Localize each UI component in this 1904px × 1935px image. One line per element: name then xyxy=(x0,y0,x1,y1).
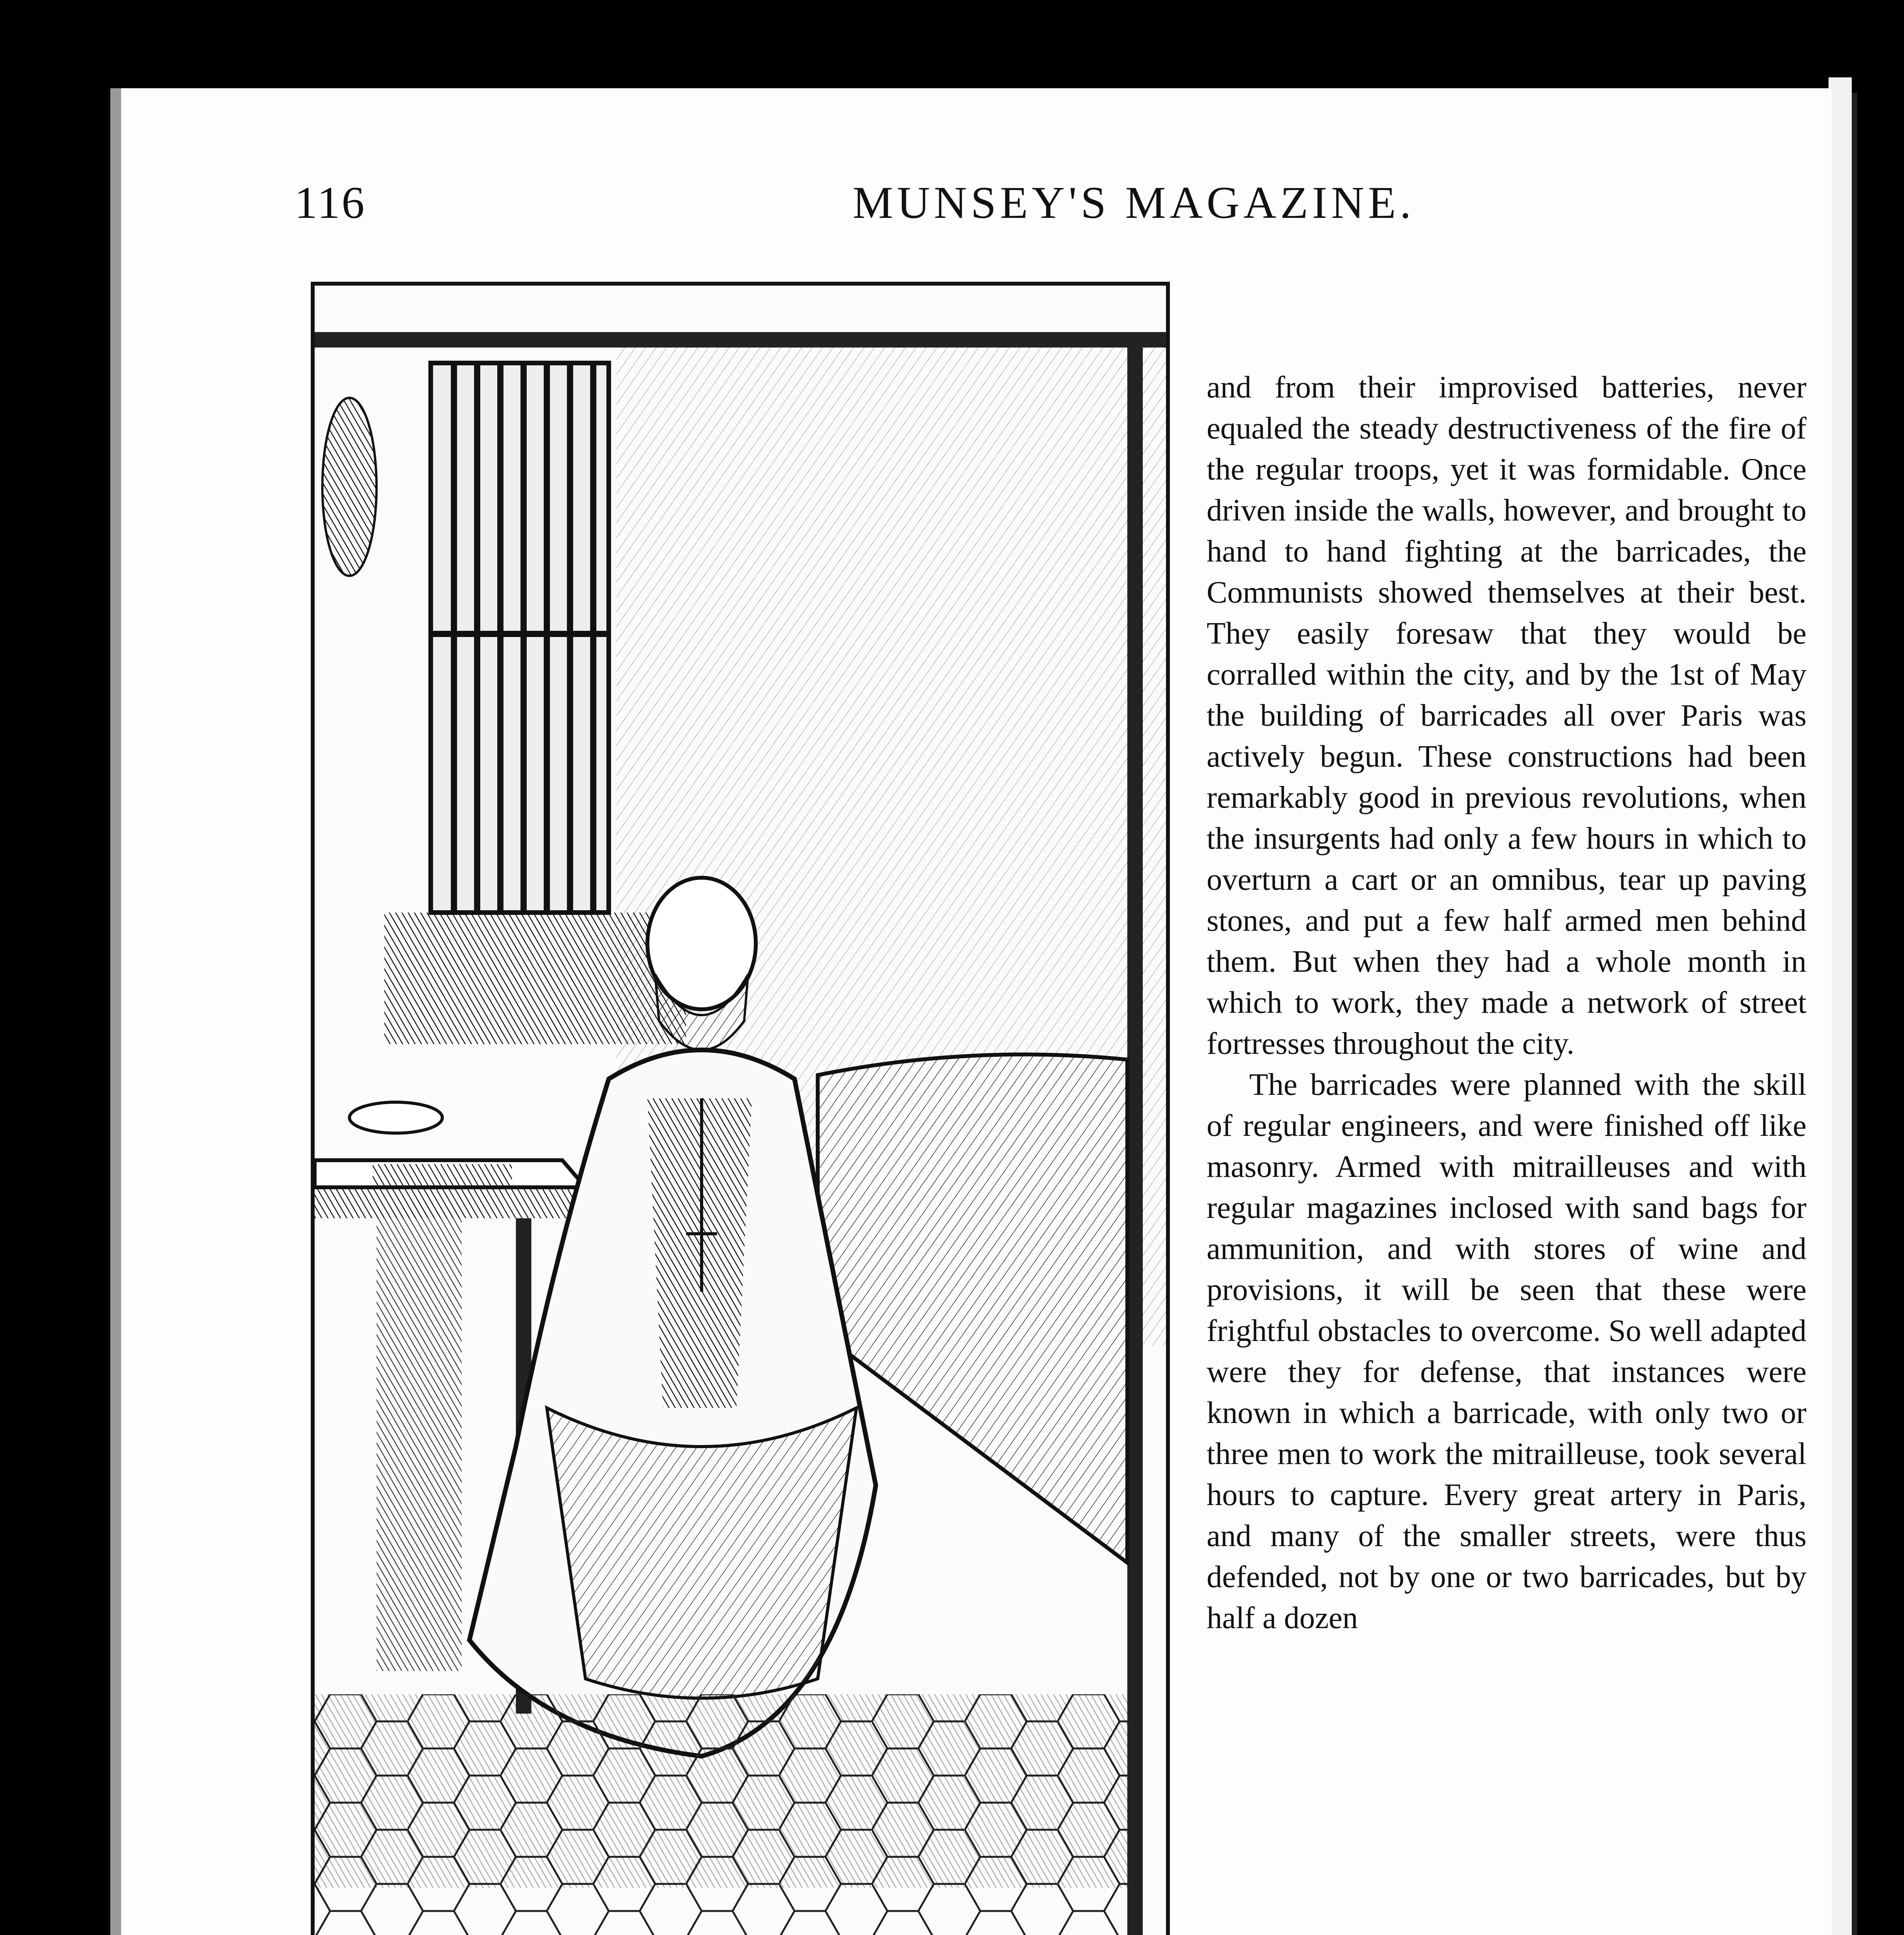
page-edge xyxy=(1829,77,1852,1935)
archbishop-illustration xyxy=(311,282,1170,1935)
prison-cell-engraving xyxy=(315,286,1166,1935)
right-paragraph-2: The barricades were planned with the skill of regular engineers, and were finished off like masonry. Armed with mitrailleuses and with regular magazines inclosed with sand bags for ammunition, and with stores of wine and provisions, it will be seen that these were frightful obstacles to overcome. So well adapted were they for defense, that instances were known in which a barricade, with only two or three men to work the mitrailleuse, took several hours to capture. Every great artery in Paris, and many of the smaller streets, were thus defended, not by one or two barricades, but by half a dozen xyxy=(1207,1068,1806,1635)
page-number: 116 xyxy=(295,177,366,228)
magazine-page xyxy=(110,88,1832,1935)
right-column-text xyxy=(1207,367,1806,1639)
right-paragraph-1: and from their improvised batteries, never equaled the steady destructiveness of the fire of the regular troops, yet it was formidable. Once driven inside the walls, however, and brought to hand to hand fighting at the barricades, the Communists showed themselves at their best. They easily foresaw that they would be corralled within the city, and by the 1st of May the building of barricades all over Paris was actively begun. These constructions had been remarkably good in previous revolutions, when the insurgents had only a few hours in which to overturn a cart or an omnibus, tear up paving stones, and put a few half armed men behind them. But when they had a whole month in which to work, they made a network of street fortresses throughout the city. xyxy=(1207,370,1806,1061)
page-edge-shadow xyxy=(1852,93,1857,1935)
running-title: MUNSEY'S MAGAZINE. xyxy=(853,177,1415,228)
